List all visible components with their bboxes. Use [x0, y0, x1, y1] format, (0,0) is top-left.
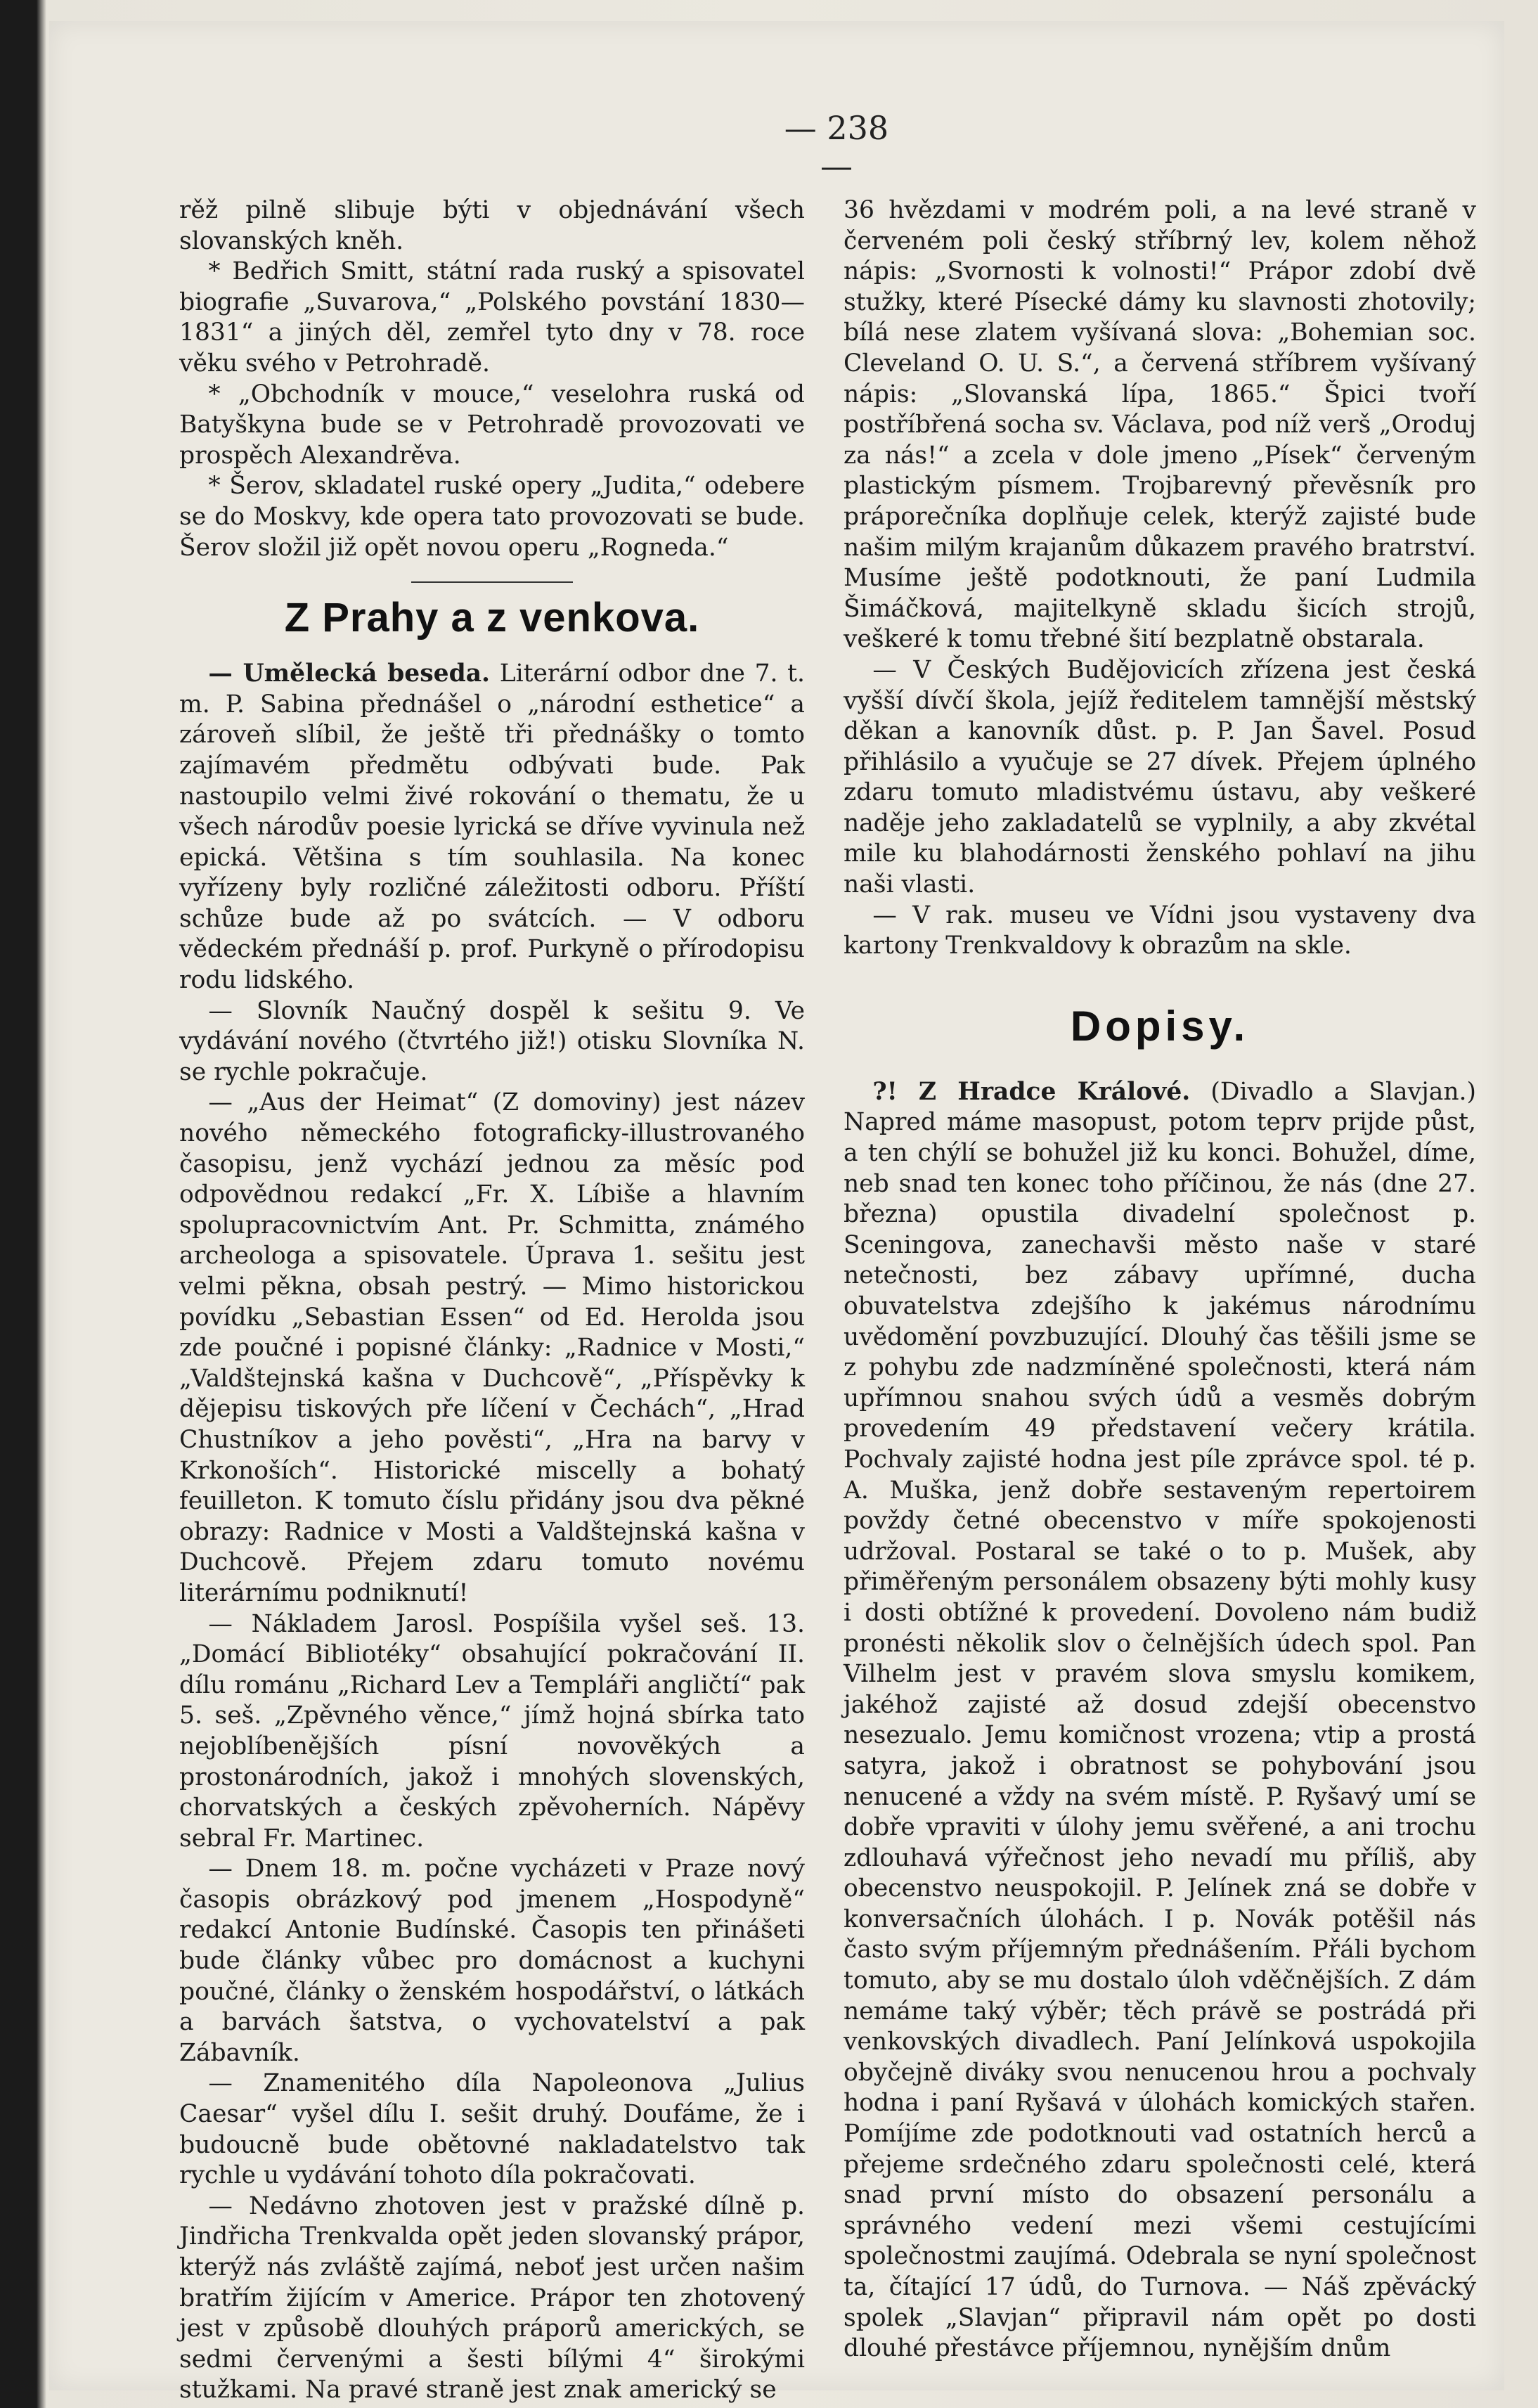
- news-item: rěž pilně slibuje býti v objednávání všech slovanských kněh.: [179, 196, 805, 255]
- page-number: — 238 —: [784, 109, 889, 185]
- news-item: — Znamenitého díla Napoleonova „Julius Caesar“ vyšel dílu I. sešit druhý. Doufáme, že i budoucně bude obětovné nakladatelstvo tak rychle u vydávání tohoto díla pokračovati.: [179, 2069, 805, 2190]
- right-column: [844, 195, 1476, 2364]
- news-item: — Dnem 18. m. počne vycházeti v Praze nový časopis obrázkový pod jmenem „Hospodyně“ redakcí Antonie Budínské. Časopis ten přinášeti bude články vůbec pro domácnost a kuchyni poučné, články o ženském hospodářství, o látkách a barvách šatstva, o vychovatelství a pak Zábavník.: [179, 1855, 805, 2067]
- news-item: * „Obchodník v mouce,“ veselohra ruská od Batyškyna bude se v Petrohradě provozovati ve prospěch Alexandrěva.: [179, 380, 805, 470]
- section-divider: [411, 581, 573, 583]
- section-title-prague: Z Prahy a z venkova.: [284, 595, 700, 641]
- left-column: [179, 195, 805, 2406]
- news-item-text: Literární odbor dne 7. t. m. P. Sabina přednášel o „národní esthetice“ a zároveň slíbil, že ještě tři přednášky o tomto zajímavém předmětu odbývati bude. Pak nastoupilo velmi živé rokování o thematu, že u všech národův poesie lyrická se dříve vyvinula než epická. Většina s tím souhlasila. Na konec vyřízeny byly rozličné záležitosti odboru. Příští schůze bude až po svátcích. — V odboru vědeckém přednáší p. prof. Purkyně o přírodopisu rodu lidského.: [179, 659, 805, 995]
- news-item: * Šerov, skladatel ruské opery „Judita,“ odebere se do Moskvy, kde opera tato provozovati se bude. Šerov složil již opět novou operu „Rogneda.“: [179, 472, 805, 562]
- letter-item: [844, 1077, 1476, 2364]
- news-item: — V Českých Budějovicích zřízena jest česká vyšší dívčí škola, jejíž ředitelem tamnější městský děkan a kanovník důst. p. P. Jan Šavel. Posud přihlásilo a vyučuje se 27 dívek. Přejem úplného zdaru tomuto mladistvému ústavu, aby veškeré naděje jeho zakladatelů se vyplnily, a aby zkvétal mile ku blahodárnosti ženského pohlaví na jihu naši vlasti.: [844, 655, 1476, 899]
- letter-text: (Divadlo a Slavjan.) Napred máme masopust, potom teprv prijde půst, a ten chýlí se bohužel již ku konci. Bohužel, díme, neb snad ten konec toho příčinou, že nás (dne 27. března) opustila divadelní společnost p. Sceningova, zanechavši město naše v staré netečnosti, bez zábavy upřímné, ducha obuvatelstva zdejšího k jakémus národnímu uvědomění povzbuzující. Dlouhý čas těšili jsme se z pohybu zde nadzmíněné společnosti, která nám upřímnou snahou svých údů a vesměs dobrým provedením 49 představení večery krátila. Pochvaly zajisté hodna jest píle zprávce spol. té p. A. Muška, jenž dobře sestaveným repertoirem povždy četné obecenstvo v míře spokojenosti udržoval. Postaral se také o to p. Mušek, aby přiměřeným personálem obsazeny býti mohly kusy i dosti obtížné k provedení. Dovoleno nám budiž pronésti několik slov o čelnějších údech spol. Pan Vilhelm jest v pravém slova smyslu komikem, jakéhož zajisté až dosud zdejší obecenstvo nesezualo. Jemu komičnost vrozena; vtip a prostá satyra, jakož i obratnost se pohybování jsou nenucené a vždy na svém místě. P. Ryšavý umí se dobře vpraviti v úlohy jemu svěřené, a ani trochu zdlouhavá výřečnost jeho nevadí mu příliš, aby obecenstvo neuspokojil. P. Jelínek zná se dobře v konversačních úlohách. I p. Novák potěšil nás často svým příjemným přednášením. Přáli bychom tomuto, aby se mu dostalo úloh vděčnějších. Z dám nemáme taký výběr; těch právě se postrádá při venkovských divadlech. Paní Jelínková uspokojila obyčejně diváky svou nenucenou hrou a pochvaly hodna i paní Ryšavá v úlohách komických stařen. Pomíjíme zde podotknouti vad ostatních herců a přejeme srdečného zdaru společnosti celé, která snad první místo do obsazení personálu a správného vedení mezi všemi cestujícími společnostmi zaujímá. Odebrala se nyní společnost ta, čítající 17 údů, do Turnova. — Náš zpěvácký spolek „Slavjan“ připravil nám opět po dosti dlouhé přestávce příjemnou, nynějším dnům: [844, 1077, 1476, 2363]
- news-item: — Slovník Naučný dospěl k sešitu 9. Ve vydávání nového (čtvrtého již!) otisku Slovníka N. se rychle pokračuje.: [179, 996, 805, 1086]
- news-item: — Nedávno zhotoven jest v pražské dílně p. Jindřicha Trenkvalda opět jeden slovanský prápor, kterýž nás zvláště zajímá, neboť jest určen našim bratřím žijícím v Americe. Prápor ten zhotovený jest v způsobě dlouhých práporů amerických, se sedmi červenými a šesti bílými 4“ širokými stužkami. Na pravé straně jest znak americký se: [179, 2191, 805, 2404]
- news-item-lead: — Umělecká beseda.: [208, 659, 491, 688]
- news-item: — Nákladem Jarosl. Pospíšila vyšel seš. 13. „Domácí Bibliotéky“ obsahující pokračování II. dílu románu „Richard Lev a Templáři angličtí“ pak 5. seš. „Zpěvného věnce,“ jímž hojná sbírka tato nejoblíbenějších písní novověkých a prostonárodních, jakož i mnohých slovenských, chorvatských a českých zpěvoherních. Nápěvy sebral Fr. Martinec.: [179, 1609, 805, 1853]
- news-item: * Bedřich Smitt, státní rada ruský a spisovatel biografie „Suvarova,“ „Polského povstání 1830—1831“ a jiných děl, zemřel tyto dny v 78. roce věku svého v Petrohradě.: [179, 257, 805, 378]
- news-item: 36 hvězdami v modrém poli, a na levé straně v červeném poli český stříbrný lev, kolem něhož nápis: „Svornosti k volnosti!“ Prápor zdobí dvě stužky, které Písecké dámy ku slavnosti zhotovily; bílá nese zlatem vyšívaná slova: „Bohemian soc. Cleveland O. U. S.“, a červená stříbrem vyšívaný nápis: „Slovanská lípa, 1865.“ Špici tvoří postříbřená socha sv. Václava, pod níž verš „Oroduj za nás!“ a zcela v dole jmeno „Písek“ červeným plastickým písmem. Trojbarevný převěsník pro práporečníka doplňuje celek, kterýž zajisté bude našim milým krajanům důkazem pravého bratrství. Musíme ještě podotknouti, že paní Ludmila Šimáčková, majitelkyně skladu šicích strojů, veškeré k tomu třebné šití bezplatně obstarala.: [844, 196, 1476, 654]
- news-item: [179, 659, 805, 996]
- news-item: — „Aus der Heimat“ (Z domoviny) jest název nového německého fotograficky-illustrovaného časopisu, jenž vychází jednou za měsíc pod odpovědnou redakcí „Fr. X. Líbiše a hlavním spolupracovnictvím Ant. Pr. Schmitta, známého archeologa a spisovatele. Úprava 1. sešitu jest velmi pěkna, obsah pestrý. — Mimo historickou povídku „Sebastian Essen“ od Ed. Herolda jsou zde poučné i popisné články: „Radnice v Mosti,“ „Valdštejnská kašna v Duchcově“, „Příspěvky k dějepisu tiskových pře líčení v Čechách“, „Hrad Chustníkov a jeho pověsti“, „Hra na barvy v Krkonoších“. Historické miscelly a bohatý feuilleton. K tomuto číslu přidány jsou dva pěkné obrazy: Radnice v Mosti a Valdštejnská kašna v Duchcově. Přejem zdaru tomuto novému literárnímu podniknutí!: [179, 1088, 805, 1607]
- section-title-letters: Dopisy.: [1070, 1002, 1250, 1050]
- news-item: — V rak. museu ve Vídni jsou vystaveny dva kartony Trenkvaldovy k obrazům na skle.: [844, 901, 1476, 960]
- letter-lead: ?! Z Hradce Králové.: [872, 1077, 1191, 1106]
